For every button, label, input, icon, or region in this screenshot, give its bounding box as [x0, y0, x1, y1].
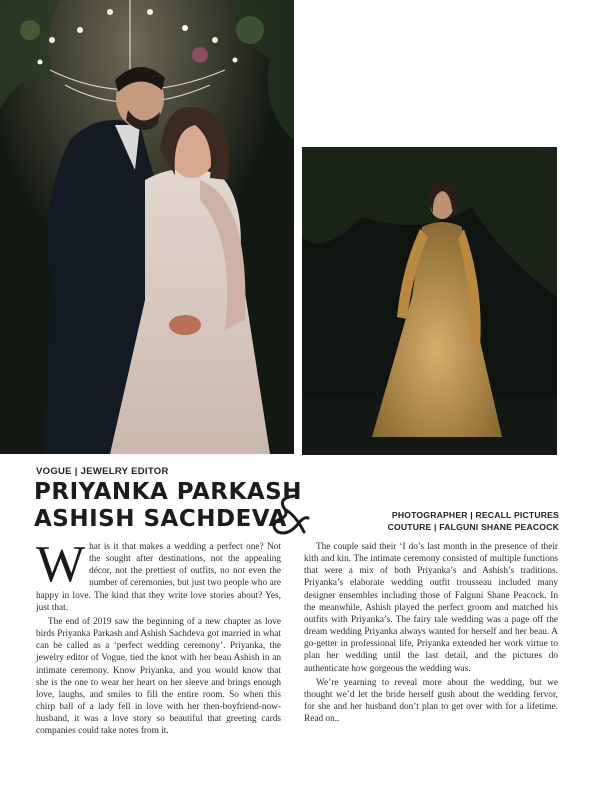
headline-line-2: ASHISH SACHDEVA	[34, 506, 287, 532]
article-column-right	[304, 541, 558, 727]
drop-cap: W	[36, 536, 86, 593]
article-paragraph: The couple said their ‘I do’s last month in the presence of their kith and kin. The intimate ceremony consisted of multiple functions that were a mix of both Priyanka’s and Ashish’s traditions. Priyanka’s elaborate wedding outfit trousseau included many designer ensembles including those of Falguni Shane Peacock. In the meanwhile, Ashish played the perfect groom and matched his outfits with Priyanka’s. The fairy tale wedding was a page off the dream wedding Priyanka always wanted for herself and her beau. A go-getter in professional life, Priyanka extended her work virtue to plan her wedding until the last detail, and the pictures do authenticate how gorgeous the wedding was.	[304, 542, 558, 674]
kicker: VOGUE | JEWELRY EDITOR	[36, 466, 169, 477]
headline-line-1: PRIYANKA PARKASH	[34, 479, 302, 505]
article-paragraph: What is it that makes a wedding a perfect one? Not the sought after destinations, not the appealing décor, not the prettiest of outfits, no not even the number of ceremonies, but just two people who are happy in love. The kind that they write love stories about? Yes, just that.	[36, 536, 281, 613]
bride-portrait-photo	[302, 147, 557, 455]
photographer-credit: PHOTOGRAPHER | RECALL PICTURES	[391, 510, 559, 520]
couple-photo	[0, 0, 294, 454]
article-column-left	[36, 536, 281, 740]
photo-credits	[388, 509, 559, 533]
bride-illustration	[302, 147, 557, 455]
article-paragraph: We’re yearning to reveal more about the wedding, but we thought we’d let the bride herself gush about the wedding fervor, for she and her husband don’t plan to get over with for a lifetime. Read on..	[304, 677, 558, 725]
ampersand-icon	[268, 492, 310, 536]
article-paragraph: The end of 2019 saw the beginning of a new chapter as love birds Priyanka Parkash and Ashish Sachdeva got married in what can be called as a ‘perfect wedding ceremony’. Priyanka, the jewelry editor of Vogue, tied the knot with her beau Ashish in an intimate ceremony. Know Priyanka, and you would know that she is the one to wear her heart on her sleeve and brings enough love, laughs, and smiles to fill the entire room. So when this chirp ball of a lady fell in love with her then-boyfriend-now-husband, it was a love story so beautiful that greeting cards companies could take notes from it.	[36, 616, 281, 737]
couture-credit: COUTURE | FALGUNI SHANE PEACOCK	[387, 522, 559, 532]
couple-illustration	[0, 0, 294, 454]
